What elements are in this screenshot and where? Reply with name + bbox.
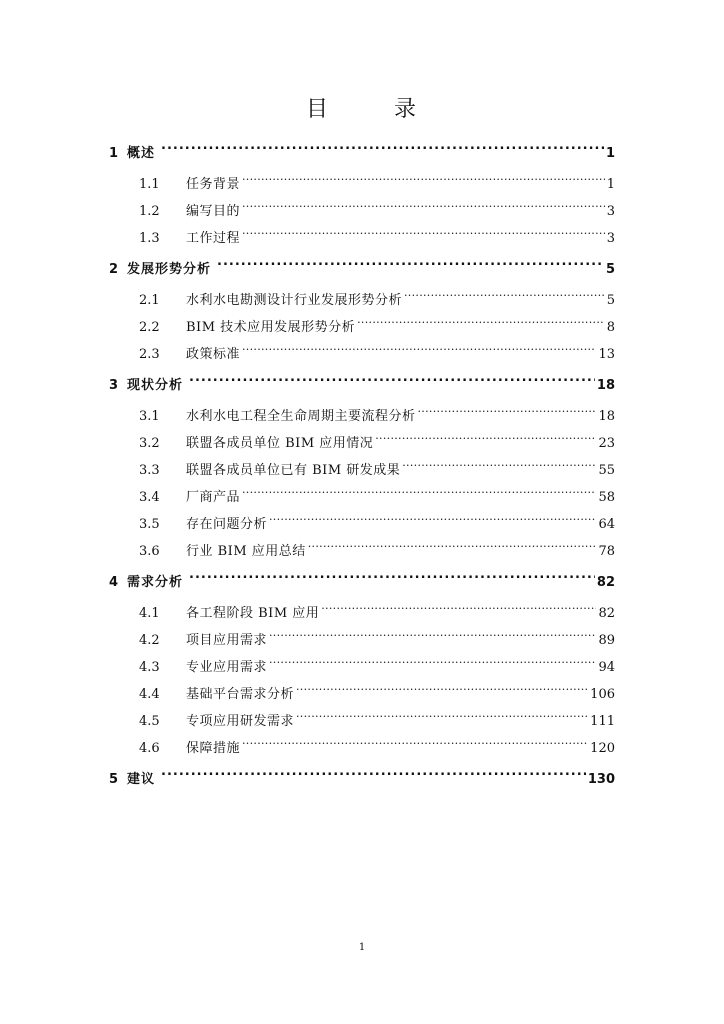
toc-leader-dots [375, 434, 596, 447]
toc-number: 4.5 [139, 714, 160, 729]
toc-page-number: 58 [598, 490, 615, 505]
toc-heading: 现状分析 [127, 378, 184, 393]
toc-leader-dots [296, 712, 588, 725]
table-of-contents [109, 136, 615, 797]
toc-page-number: 89 [598, 633, 615, 648]
toc-page-number: 120 [590, 741, 615, 756]
toc-leader-dots [402, 461, 596, 474]
toc-page-number: 5 [605, 262, 615, 277]
toc-number: 3.1 [139, 409, 160, 424]
toc-section[interactable] [109, 735, 615, 762]
toc-section[interactable] [109, 225, 615, 252]
toc-heading: 行业 BIM 应用总结 [186, 544, 306, 559]
toc-heading: 发展形势分析 [127, 262, 212, 277]
toc-leader-dots [269, 515, 596, 528]
toc-page-number: 94 [598, 660, 615, 675]
toc-leader-dots [189, 376, 595, 389]
toc-leader-dots [269, 631, 596, 644]
toc-section[interactable] [109, 314, 615, 341]
title-char-1: 目 [305, 97, 330, 122]
toc-number: 4.1 [139, 606, 160, 621]
toc-leader-dots [242, 739, 588, 752]
toc-heading: 基础平台需求分析 [186, 687, 295, 702]
toc-number: 2.2 [139, 320, 160, 335]
toc-page-number: 1 [605, 146, 615, 161]
toc-page-number: 111 [590, 714, 615, 729]
toc-leader-dots [296, 685, 588, 698]
toc-chapter-4[interactable] [109, 569, 615, 596]
toc-leader-dots [308, 542, 597, 555]
toc-chapter-5[interactable] [109, 766, 615, 793]
toc-number: 1 [109, 146, 119, 161]
toc-page-number: 82 [598, 606, 615, 621]
toc-heading: 专项应用研发需求 [186, 714, 295, 729]
toc-leader-dots [269, 658, 596, 671]
toc-page-number: 130 [587, 772, 615, 787]
toc-page-number: 3 [606, 231, 615, 246]
toc-heading: 概述 [127, 146, 156, 161]
toc-section[interactable] [109, 708, 615, 735]
toc-heading: 联盟各成员单位 BIM 应用情况 [186, 436, 374, 451]
toc-section[interactable] [109, 171, 615, 198]
toc-leader-dots [242, 488, 596, 501]
toc-section[interactable] [109, 654, 615, 681]
toc-section[interactable] [109, 681, 615, 708]
toc-page-number: 3 [606, 204, 615, 219]
toc-page-number: 78 [598, 544, 615, 559]
toc-leader-dots [161, 144, 604, 157]
toc-number: 3.2 [139, 436, 160, 451]
toc-number: 1.3 [139, 231, 160, 246]
toc-section[interactable] [109, 627, 615, 654]
toc-number: 2 [109, 262, 119, 277]
toc-page-number: 55 [598, 463, 615, 478]
toc-heading: 存在问题分析 [186, 517, 268, 532]
toc-number: 4.6 [139, 741, 160, 756]
toc-section[interactable] [109, 287, 615, 314]
toc-number: 2.3 [139, 347, 160, 362]
toc-leader-dots [189, 573, 595, 586]
toc-section[interactable] [109, 457, 615, 484]
toc-section[interactable] [109, 484, 615, 511]
page-title [0, 92, 724, 123]
toc-heading: 编写目的 [186, 204, 241, 219]
toc-number: 1.2 [139, 204, 160, 219]
toc-section[interactable] [109, 403, 615, 430]
toc-leader-dots [242, 345, 596, 358]
toc-number: 3.5 [139, 517, 160, 532]
toc-leader-dots [242, 202, 605, 215]
toc-number: 4.2 [139, 633, 160, 648]
toc-heading: 联盟各成员单位已有 BIM 研发成果 [186, 463, 401, 478]
toc-heading: 需求分析 [127, 575, 184, 590]
toc-heading: 水利水电勘测设计行业发展形势分析 [186, 293, 403, 308]
toc-heading: 厂商产品 [186, 490, 241, 505]
toc-chapter-2[interactable] [109, 256, 615, 283]
toc-section[interactable] [109, 511, 615, 538]
toc-page-number: 18 [596, 378, 615, 393]
toc-section[interactable] [109, 538, 615, 565]
toc-page-number: 82 [596, 575, 615, 590]
toc-number: 4 [109, 575, 119, 590]
toc-heading: 各工程阶段 BIM 应用 [186, 606, 320, 621]
toc-chapter-1[interactable] [109, 140, 615, 167]
toc-leader-dots [242, 175, 605, 188]
toc-page-number: 23 [598, 436, 615, 451]
toc-page-number: 18 [598, 409, 615, 424]
toc-number: 4.4 [139, 687, 160, 702]
toc-leader-dots [217, 260, 604, 273]
toc-leader-dots [418, 407, 597, 420]
toc-heading: 任务背景 [186, 177, 241, 192]
toc-number: 3 [109, 378, 119, 393]
toc-leader-dots [321, 604, 596, 617]
toc-number: 3.3 [139, 463, 160, 478]
toc-page-number: 8 [606, 320, 615, 335]
title-char-2: 录 [394, 97, 419, 122]
toc-heading: 水利水电工程全生命周期主要流程分析 [186, 409, 416, 424]
toc-number: 3.6 [139, 544, 160, 559]
toc-chapter-3[interactable] [109, 372, 615, 399]
toc-heading: 建议 [127, 772, 156, 787]
toc-number: 5 [109, 772, 119, 787]
toc-heading: 专业应用需求 [186, 660, 268, 675]
toc-leader-dots [357, 318, 605, 331]
toc-section[interactable] [109, 341, 615, 368]
toc-page-number: 13 [598, 347, 615, 362]
toc-page-number: 106 [590, 687, 615, 702]
page-number: 1 [358, 942, 366, 953]
toc-page-number: 64 [598, 517, 615, 532]
toc-page-number: 5 [606, 293, 615, 308]
toc-number: 4.3 [139, 660, 160, 675]
toc-number: 3.4 [139, 490, 160, 505]
toc-number: 1.1 [139, 177, 160, 192]
toc-heading: BIM 技术应用发展形势分析 [186, 320, 356, 335]
toc-section[interactable] [109, 600, 615, 627]
toc-heading: 政策标准 [186, 347, 241, 362]
toc-section[interactable] [109, 198, 615, 225]
toc-heading: 工作过程 [186, 231, 241, 246]
toc-leader-dots [404, 291, 605, 304]
toc-leader-dots [161, 770, 586, 783]
toc-page-number: 1 [606, 177, 615, 192]
toc-heading: 保障措施 [186, 741, 241, 756]
toc-leader-dots [242, 229, 605, 242]
toc-heading: 项目应用需求 [186, 633, 268, 648]
toc-number: 2.1 [139, 293, 160, 308]
toc-section[interactable] [109, 430, 615, 457]
